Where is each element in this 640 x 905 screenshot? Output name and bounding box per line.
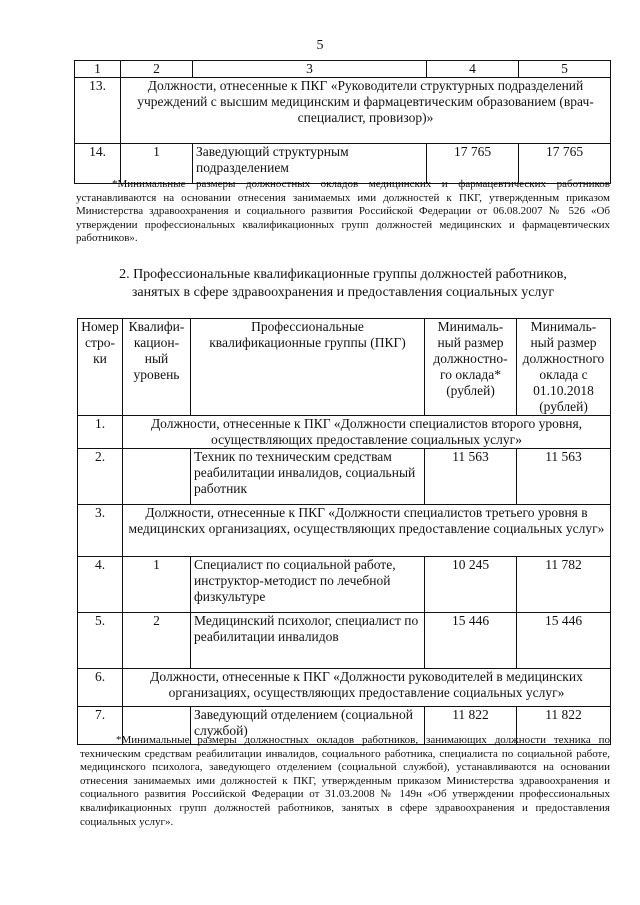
- qualification-level: 1: [121, 144, 193, 184]
- position-name: Медицинский психолог, специалист по реабилитации инвалидов: [191, 613, 425, 669]
- section-title: [76, 266, 610, 302]
- header-qualification-level: Квалифи-кацион-ный уровень: [123, 319, 191, 416]
- row-number: 4.: [78, 557, 123, 613]
- table-group-row: [75, 78, 611, 144]
- min-salary: 11 822: [425, 707, 517, 745]
- min-salary-2018: 11 782: [517, 557, 611, 613]
- qualification-level: 1: [123, 557, 191, 613]
- row-number: 7.: [78, 707, 123, 745]
- position-name: Техник по техническим средствам реабилитации инвалидов, социальный работник: [191, 449, 425, 505]
- page-number: 5: [316, 38, 324, 53]
- header-min-salary-2018: Минималь-ный размер должностного оклада с 01.10.2018 (рублей): [517, 319, 611, 416]
- table-row: [78, 557, 611, 613]
- column-number-3: 3: [193, 61, 427, 78]
- min-salary: 10 245: [425, 557, 517, 613]
- section-title-line-2: занятых в сфере здравоохранения и предоставления социальных услуг: [131, 285, 555, 300]
- row-number: 1.: [78, 416, 123, 449]
- qualification-level: [123, 449, 191, 505]
- table-header-row: [75, 61, 611, 78]
- position-name: Заведующий структурным подразделением: [193, 144, 427, 184]
- footnote-social-workers: *Минимальные размеры должностных окладов работников, занимающих должности техника по техническим средствам реабилитации инвалидов, социального работника, специалиста по социальной работе, медицинского психолога, заведующего отделением (социальной службой), устанавливаются на основании отнесения занимаемых ими должностей к ПКГ, утвержденным приказом Министерства здравоохранения и социального развития Российской Федерации от 31.03.2008 № 149н «Об утверждении профессиональных квалификационных групп должностей работников, занятых в сфере здравоохранения и предоставления социальных услуг».: [80, 734, 610, 828]
- min-salary-2018: 11 563: [517, 449, 611, 505]
- table-group-row: [78, 416, 611, 449]
- min-salary: 11 563: [425, 449, 517, 505]
- section-title-line-1: 2. Профессиональные квалификационные группы должностей работников,: [119, 267, 567, 282]
- column-number-2: 2: [121, 61, 193, 78]
- column-number-4: 4: [427, 61, 519, 78]
- column-number-5: 5: [519, 61, 611, 78]
- min-salary: 17 765: [427, 144, 519, 184]
- min-salary-2018: 15 446: [517, 613, 611, 669]
- column-number-1: 1: [75, 61, 121, 78]
- group-title: Должности, отнесенные к ПКГ «Должности руководителей в медицинских организациях, осуществляющих предоставление социальных услуг»: [123, 669, 611, 707]
- position-name: Заведующий отделением (социальной службой): [191, 707, 425, 745]
- row-number: 14.: [75, 144, 121, 184]
- position-name: Специалист по социальной работе, инструктор-методист по лечебной физкультуре: [191, 557, 425, 613]
- row-number: 13.: [75, 78, 121, 144]
- table-group-row: [78, 669, 611, 707]
- salary-table-continued: [74, 60, 611, 184]
- qualification-level: 2: [123, 613, 191, 669]
- group-title: Должности, отнесенные к ПКГ «Должности специалистов второго уровня, осуществляющих предоставление социальных услуг»: [123, 416, 611, 449]
- min-salary-2018: 11 822: [517, 707, 611, 745]
- table-group-row: [78, 505, 611, 557]
- table-header-row: [78, 319, 611, 416]
- row-number: 6.: [78, 669, 123, 707]
- table-row: [78, 613, 611, 669]
- min-salary: 15 446: [425, 613, 517, 669]
- min-salary-2018: 17 765: [519, 144, 611, 184]
- header-pkg: Профессиональные квалификационные группы (ПКГ): [191, 319, 425, 416]
- salary-table-social-services: [77, 318, 611, 745]
- group-title: Должности, отнесенные к ПКГ «Руководители структурных подразделений учреждений с высшим медицинским и фармацевтическим образованием (врач-специалист, провизор)»: [121, 78, 611, 144]
- group-title: Должности, отнесенные к ПКГ «Должности специалистов третьего уровня в медицинских организациях, осуществляющих предоставление социальных услуг»: [123, 505, 611, 557]
- footnote-medical-workers: *Минимальные размеры должностных окладов медицинских и фармацевтических работников устанавливаются на основании отнесения занимаемых ими должностей к ПКГ, утвержденным приказом Министерства здравоохранения и социального развития Российской Федерации от 06.08.2007 № 526 «Об утверждении профессиональных квалификационных групп должностей медицинских и фармацевтических работников».: [76, 178, 610, 245]
- row-number: 3.: [78, 505, 123, 557]
- header-min-salary: Минималь-ный размер должностно-го оклада* (рублей): [425, 319, 517, 416]
- header-row-number: Номер стро-ки: [78, 319, 123, 416]
- table-row: [78, 449, 611, 505]
- row-number: 2.: [78, 449, 123, 505]
- row-number: 5.: [78, 613, 123, 669]
